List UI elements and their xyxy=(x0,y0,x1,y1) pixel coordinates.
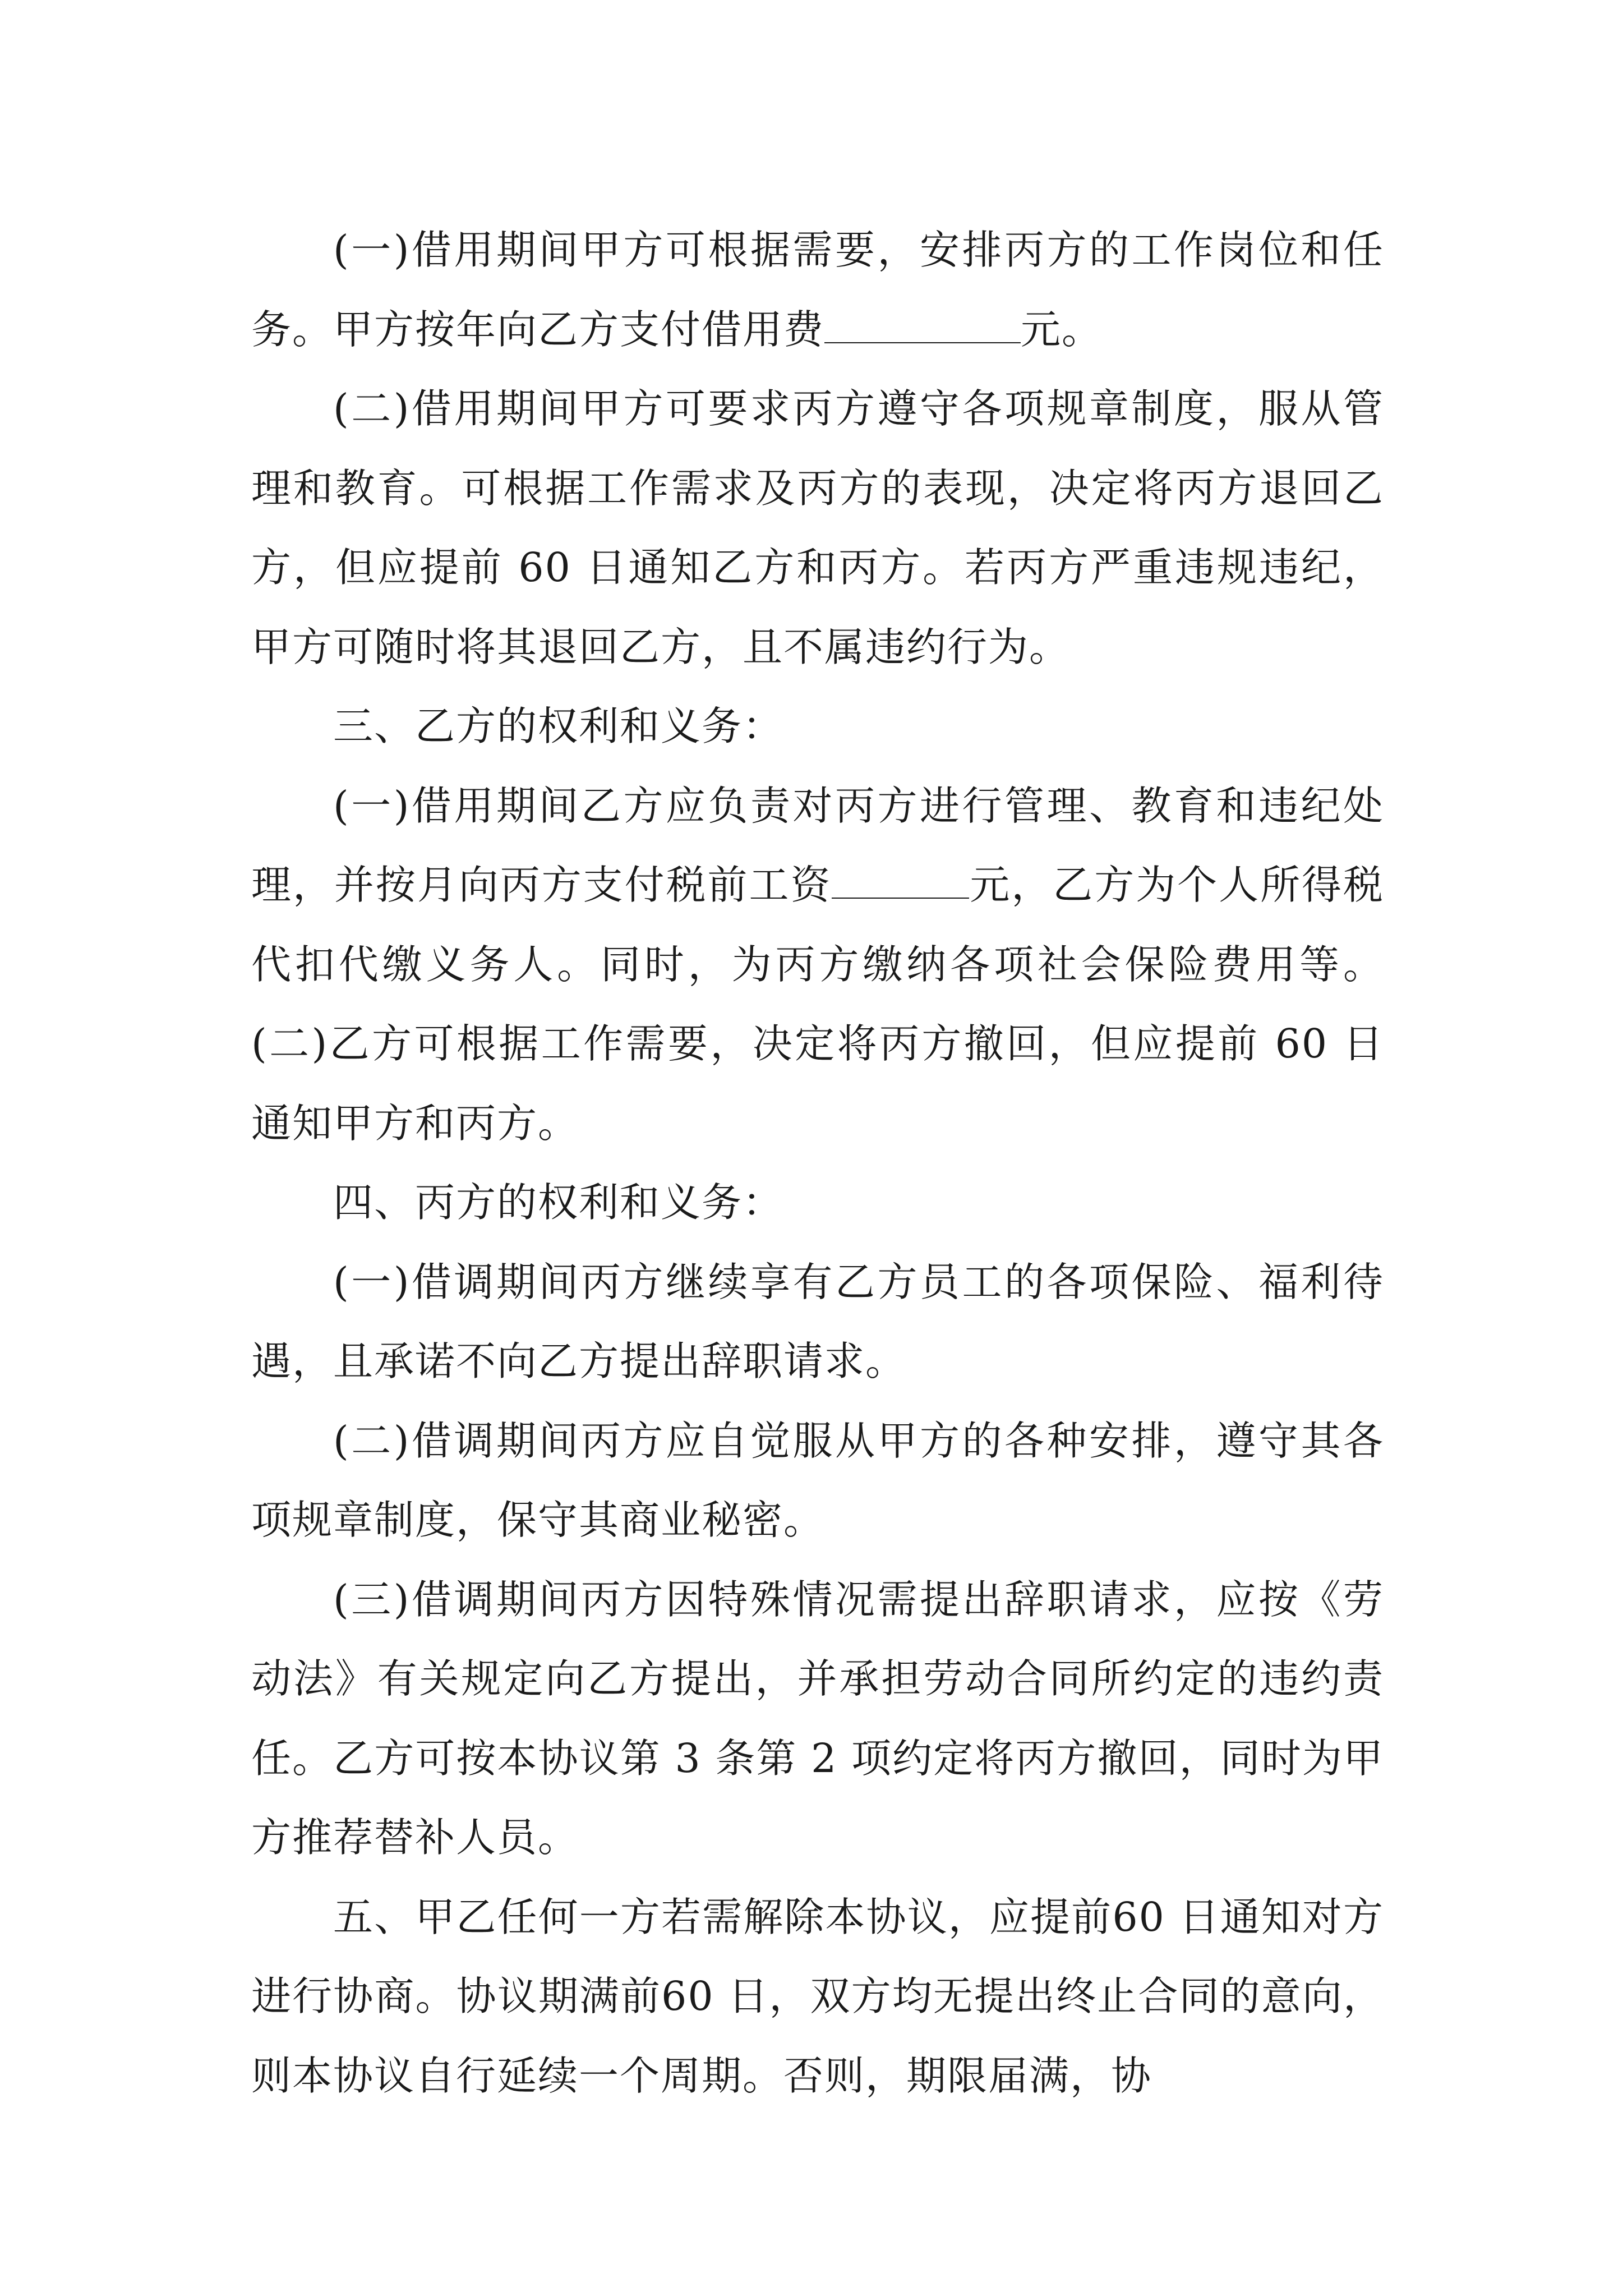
paragraph-party-b-duty-1 xyxy=(251,766,1384,1163)
paragraph-employer-duty-2: (二)借用期间甲方可要求丙方遵守各项规章制度，服从管理和教育。可根据工作需求及丙方的表现，决定将丙方退回乙方，但应提前 60 日通知乙方和丙方。若丙方严重违规违纪，甲方可随时将其退回乙方，且不属违约行为。 xyxy=(251,385,1384,670)
paragraph-party-c-duty-3: (三)借调期间丙方因特殊情况需提出辞职请求，应按《劳动法》有关规定向乙方提出，并承担劳动合同所约定的违约责任。乙方可按本协议第 3 条第 2 项约定将丙方撤回，同时为甲方推荐替补人员。 xyxy=(251,1576,1384,1861)
paragraph-party-c-duty-2: (二)借调期间丙方应自觉服从甲方的各种安排，遵守其各项规章制度，保守其商业秘密。 xyxy=(251,1417,1384,1543)
paragraph-text: 元，乙方为个人所得税代扣代缴义务人。同时，为丙方缴纳各项社会保险费用等。 (二)乙方可根据工作需要，决定将丙方撤回，但应提前 60 日通知甲方和丙方。 xyxy=(251,862,1384,1147)
salary-blank xyxy=(832,864,969,899)
paragraph-employer-duty-1 xyxy=(251,210,1384,369)
paragraph-text: (一)借用期间甲方可根据需要，安排丙方的工作岗位和任务。甲方按年向乙方支付借用费 xyxy=(251,227,1384,353)
paragraph-text: (一)借用期间乙方应负责对丙方进行管理、教育和违纪处理，并按月向丙方支付税前工资 xyxy=(251,782,1384,908)
fee-blank xyxy=(824,309,1021,343)
paragraph-text: 元。 xyxy=(1021,306,1103,353)
paragraph-party-c-duty-1: (一)借调期间丙方继续享有乙方员工的各项保险、福利待遇，且承诺不向乙方提出辞职请求。 xyxy=(251,1258,1384,1384)
section-heading-party-c: 四、丙方的权利和义务： xyxy=(333,1179,784,1226)
section-termination: 五、甲乙任何一方若需解除本协议，应提前60 日通知对方进行协商。协议期满前60 日，双方均无提出终止合同的意向，则本协议自行延续一个周期。否则，期限届满，协 xyxy=(251,1893,1384,2099)
document-page xyxy=(251,210,1384,2115)
section-heading-party-b: 三、乙方的权利和义务： xyxy=(333,703,784,749)
